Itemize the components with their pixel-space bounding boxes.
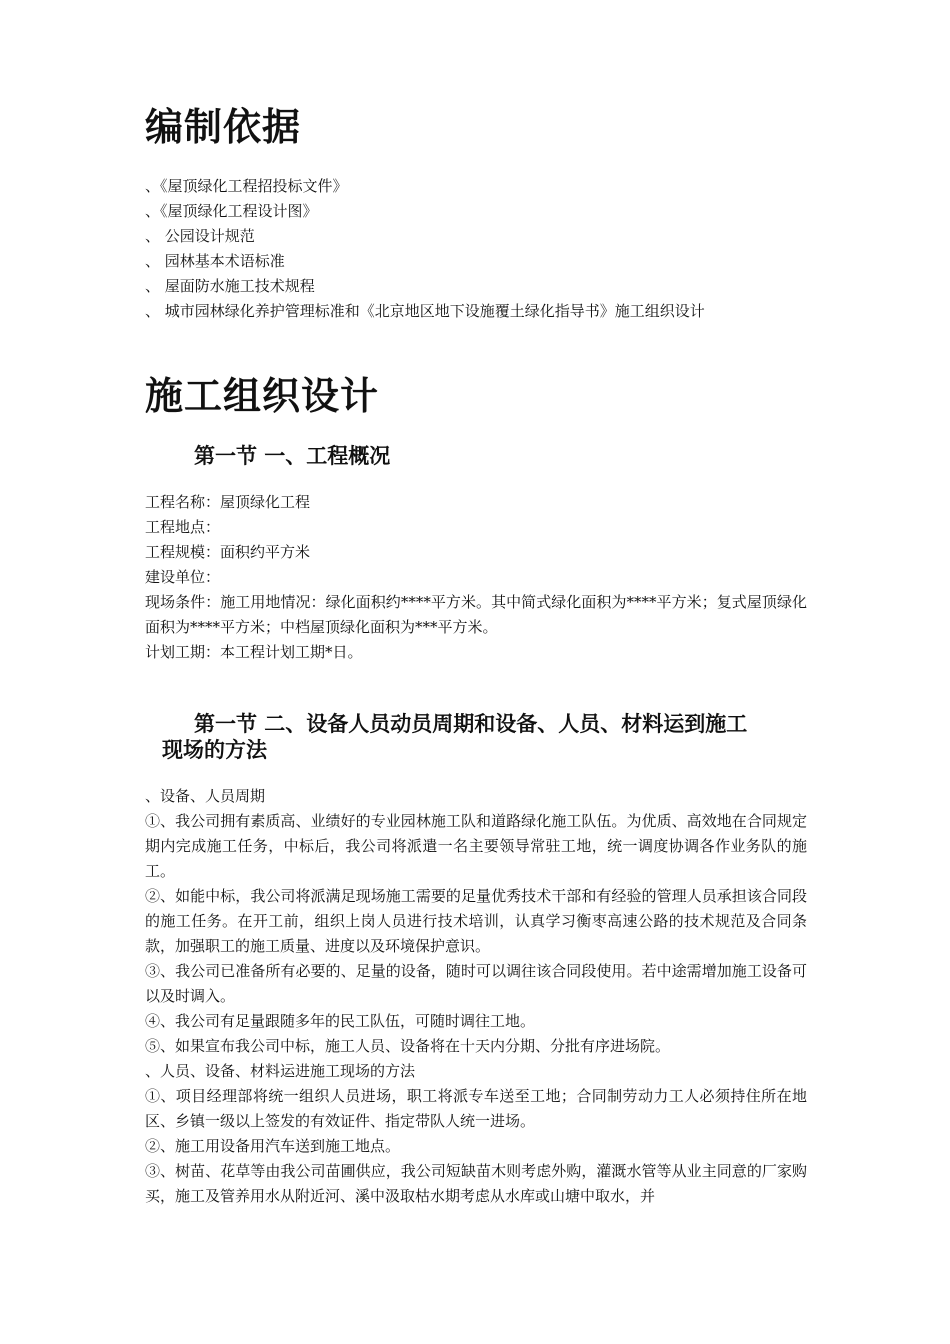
construction-unit: 建设单位： — [145, 568, 221, 586]
basis-item: 、 公园设计规范 — [145, 227, 255, 245]
paragraph: ④、我公司有足量跟随多年的民工队伍，可随时调往工地。 — [145, 1012, 536, 1030]
section2-title-line1: 第一节 二、设备人员动员周期和设备、人员、材料运到施工 — [194, 711, 748, 736]
paragraph: ①、项目经理部将统一组织人员进场，职工将派专车送至工地；合同制劳动力工人必须持住所在地区、乡镇一级以上签发的有效证件、指定带队人统一进场。 — [145, 1087, 807, 1130]
planned-schedule: 计划工期：本工程计划工期*日。 — [145, 643, 363, 661]
paragraph: ②、施工用设备用汽车送到施工地点。 — [145, 1137, 401, 1155]
section2-title-line2: 现场的方法 — [162, 737, 267, 762]
paragraph: ②、如能中标，我公司将派满足现场施工需要的足量优秀技术干部和有经验的管理人员承担该合同段的施工任务。在开工前，组织上岗人员进行技术培训，认真学习衡枣高速公路的技术规范及合同条款，加强职工的施工质量、进度以及环境保护意识。 — [145, 887, 807, 955]
paragraph: ③、我公司已准备所有必要的、足量的设备，随时可以调往该合同段使用。若中途需增加施工设备可以及时调入。 — [145, 962, 807, 1005]
basis-item: 、 园林基本术语标准 — [145, 252, 285, 270]
site-conditions: 现场条件：施工用地情况：绿化面积约****平方米。其中简式绿化面积为****平方米；复式屋顶绿化面积为****平方米；中档屋顶绿化面积为***平方米。 — [145, 593, 807, 636]
basis-item: 、《屋顶绿化工程设计图》 — [145, 202, 318, 220]
basis-item: 、 城市园林绿化养护管理标准和《北京地区地下设施覆土绿化指导书》施工组织设计 — [145, 302, 705, 320]
subheading-personnel-period: 、设备、人员周期 — [145, 787, 266, 805]
project-name: 工程名称：屋顶绿化工程 — [145, 493, 311, 511]
subheading-transport-method: 、人员、设备、材料运进施工现场的方法 — [145, 1062, 416, 1080]
paragraph: ①、我公司拥有素质高、业绩好的专业园林施工队和道路绿化施工队伍。为优质、高效地在合同规定期内完成施工任务，中标后，我公司将派遣一名主要领导常驻工地，统一调度协调各作业务队的施工。 — [145, 812, 807, 880]
section1-title: 第一节 一、工程概况 — [194, 443, 391, 468]
basis-item: 、 屋面防水施工技术规程 — [145, 277, 315, 295]
paragraph: ③、树苗、花草等由我公司苗圃供应，我公司短缺苗木则考虑外购，灌溉水管等从业主同意的厂家购买，施工及管养用水从附近河、溪中汲取枯水期考虑从水库或山塘中取水，并 — [145, 1162, 807, 1205]
basis-item: 、《屋顶绿化工程招投标文件》 — [145, 177, 348, 195]
project-scale: 工程规模：面积约平方米 — [145, 543, 311, 561]
paragraph: ⑤、如果宣布我公司中标，施工人员、设备将在十天内分期、分批有序进场院。 — [145, 1037, 671, 1055]
project-location: 工程地点： — [145, 518, 221, 536]
basis-heading: 编制依据 — [145, 104, 302, 149]
design-heading: 施工组织设计 — [145, 373, 380, 418]
